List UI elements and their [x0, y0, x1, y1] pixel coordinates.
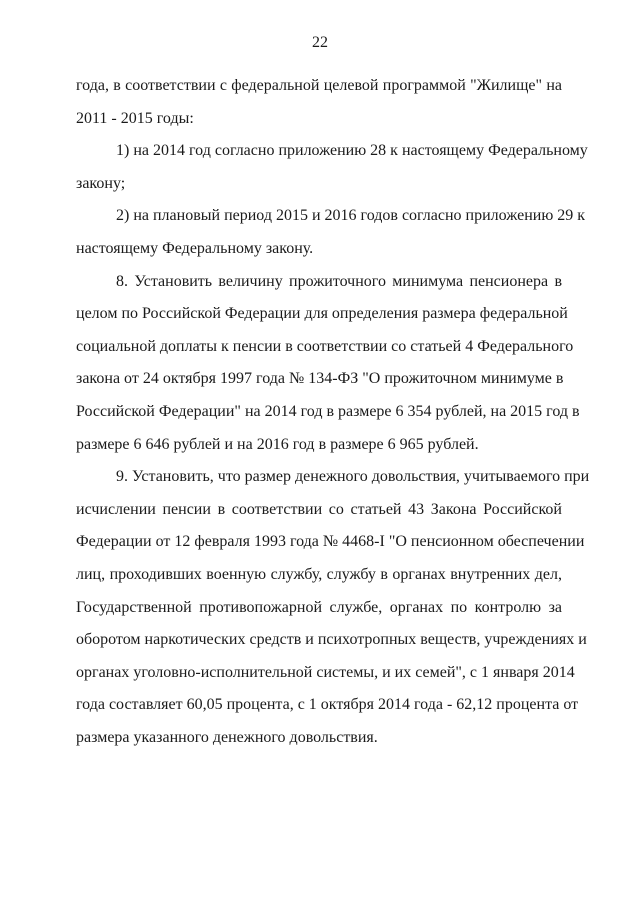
paragraph-item-2 [76, 200, 586, 265]
text-line: 2) на плановый период 2015 и 2016 годов согласно приложению 29 к [116, 207, 586, 225]
text-line: целом по Российской Федерации для определения размера федеральной [76, 305, 568, 323]
text-line: органах уголовно-исполнительной системы, и их семей", с 1 января 2014 [76, 663, 575, 681]
text-line: года составляет 60,05 процента, с 1 октября 2014 года - 62,12 процента от [76, 696, 579, 714]
paragraph-section-8 [76, 266, 580, 462]
text-line: 2011 - 2015 годы: [76, 109, 194, 127]
text-line: оборотом наркотических средств и психотропных веществ, учреждениях и [76, 631, 587, 649]
paragraph-section-9 [76, 461, 590, 754]
text-line: настоящему Федеральному закону. [76, 239, 314, 257]
text-line: исчислении пенсии в соответствии со статьей 43 Закона Российской [76, 500, 562, 518]
text-line: Федерации от 12 февраля 1993 года № 4468-I "О пенсионном обеспечении [76, 533, 585, 551]
page-number: 22 [312, 34, 328, 51]
paragraph-item-1 [76, 135, 588, 200]
text-line: размере 6 646 рублей и на 2016 год в размере 6 965 рублей. [76, 435, 479, 453]
text-line: лиц, проходивших военную службу, службу в органах внутренних дел, [76, 565, 562, 583]
text-line: закона от 24 октября 1997 года № 134-ФЗ "О прожиточном минимуме в [76, 370, 564, 388]
text-line: Российской Федерации" на 2014 год в размере 6 354 рублей, на 2015 год в [76, 402, 580, 420]
document-body [76, 70, 590, 754]
text-line: размера указанного денежного довольствия. [76, 728, 378, 746]
text-line: Государственной противопожарной службе, органах по контролю за [76, 598, 562, 616]
text-line: закону; [76, 174, 126, 192]
text-line: 8. Установить величину прожиточного минимума пенсионера в [116, 272, 562, 290]
text-line: 9. Установить, что размер денежного довольствия, учитываемого при [116, 468, 590, 486]
text-line: 1) на 2014 год согласно приложению 28 к настоящему Федеральному [116, 142, 588, 160]
paragraph-housing-program [76, 70, 562, 135]
text-line: социальной доплаты к пенсии в соответствии со статьей 4 Федерального [76, 337, 574, 355]
text-line: года, в соответствии с федеральной целевой программой "Жилище" на [76, 77, 562, 94]
